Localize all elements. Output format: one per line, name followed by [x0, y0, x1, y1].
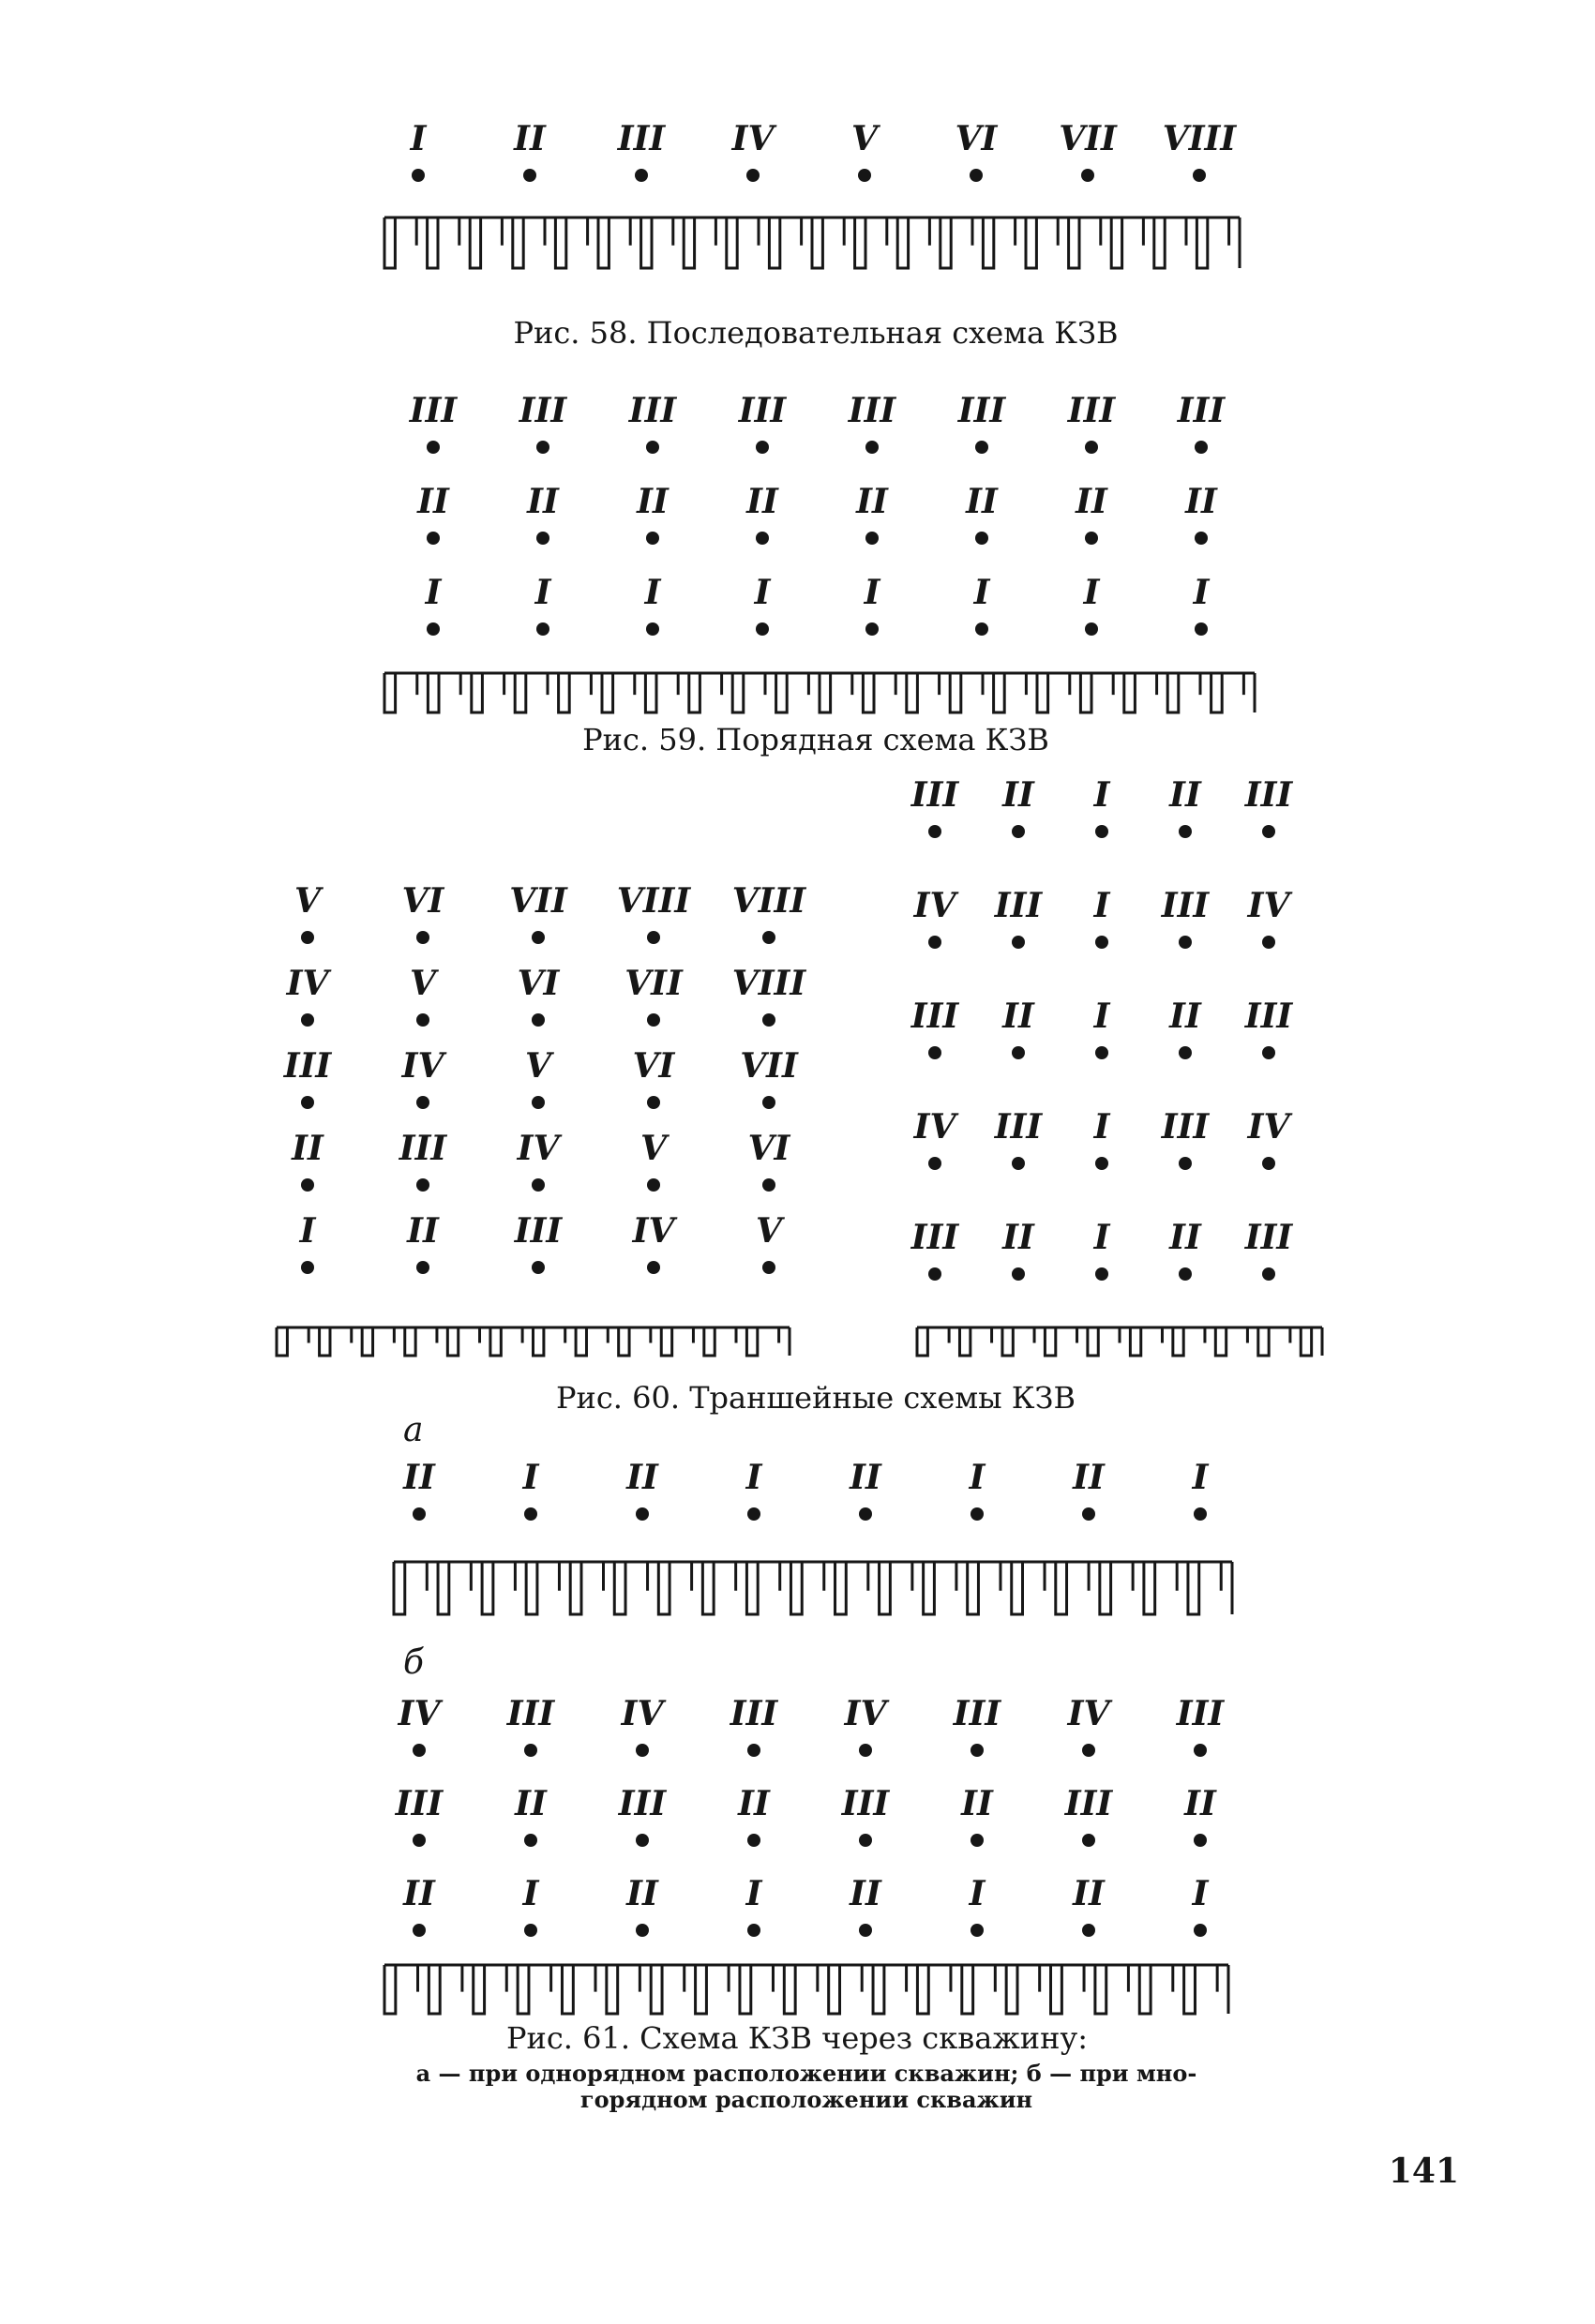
delay-group-label: II	[1185, 482, 1217, 521]
borehole-dot	[301, 1178, 314, 1192]
borehole-dot	[1179, 1267, 1192, 1281]
borehole-dot	[756, 622, 769, 636]
figure-caption: Рис. 59. Порядная схема КЗВ	[582, 722, 1049, 757]
borehole-dot	[1095, 1157, 1108, 1170]
borehole-dot	[636, 1924, 649, 1937]
delay-group-label: V	[851, 119, 878, 158]
borehole-dot	[532, 931, 545, 944]
delay-group-label: II	[626, 1458, 658, 1497]
part-label-b: б	[403, 1643, 424, 1682]
borehole-dot	[1095, 936, 1108, 949]
delay-group-label: II	[1002, 775, 1034, 815]
borehole-grid-b	[395, 1694, 1226, 1937]
delay-group-label: IV	[844, 1694, 887, 1733]
borehole-dot	[1012, 825, 1025, 838]
bench-face	[277, 1327, 790, 1356]
borehole-dot	[928, 825, 941, 838]
delay-group-label: II	[515, 1784, 547, 1823]
borehole-dot	[301, 1261, 314, 1274]
delay-group-label: VIII	[1162, 119, 1237, 158]
delay-group-label: I	[1192, 1874, 1209, 1913]
delay-group-label: I	[1093, 997, 1110, 1036]
delay-group-label: III	[283, 1046, 332, 1086]
borehole-dot	[1262, 936, 1275, 949]
delay-group-label: II	[1169, 775, 1201, 815]
figure-58	[384, 119, 1240, 351]
borehole-dot	[532, 1096, 545, 1109]
figure-60	[277, 775, 1322, 1416]
figure-legend-line-2: горядном расположении скважин	[579, 2086, 1033, 2113]
delay-group-label: VIII	[616, 881, 691, 921]
borehole-dot	[1012, 1267, 1025, 1281]
borehole-dot	[858, 169, 871, 182]
borehole-dot	[1194, 1834, 1207, 1847]
delay-group-label: IV	[731, 119, 775, 158]
delay-group-label: V	[525, 1046, 551, 1086]
delay-group-label: II	[856, 482, 888, 521]
delay-group-label: I	[522, 1458, 539, 1497]
borehole-dot	[524, 1834, 537, 1847]
borehole-dot	[413, 1507, 426, 1521]
borehole-dot	[413, 1744, 426, 1757]
borehole-dot	[301, 931, 314, 944]
borehole-dot	[756, 532, 769, 545]
figure-59	[384, 391, 1255, 757]
borehole-dot	[747, 1744, 760, 1757]
borehole-dot	[928, 1267, 941, 1281]
delay-group-label: II	[403, 1458, 435, 1497]
delay-group-label: III	[1177, 391, 1226, 430]
delay-group-label: III	[730, 1694, 778, 1733]
delay-group-label: VI	[632, 1046, 675, 1086]
delay-group-label: I	[1192, 1458, 1209, 1497]
borehole-dot	[971, 1507, 984, 1521]
borehole-grid-a	[402, 1458, 1209, 1521]
borehole-dot	[1195, 532, 1208, 545]
page-number: 141	[1388, 2152, 1459, 2191]
borehole-dot	[1085, 441, 1098, 454]
borehole-dot	[971, 1744, 984, 1757]
borehole-dot	[646, 622, 659, 636]
delay-group-label: VII	[624, 964, 683, 1003]
borehole-dot	[532, 1178, 545, 1192]
borehole-dot	[427, 532, 440, 545]
delay-group-label: II	[292, 1129, 324, 1168]
delay-group-label: I	[1093, 886, 1110, 925]
delay-group-label: I	[969, 1458, 986, 1497]
bench-face-outline	[917, 1327, 1322, 1356]
delay-group-label: IV	[401, 1046, 444, 1086]
borehole-dot	[523, 169, 536, 182]
delay-group-label: III	[1244, 1218, 1293, 1257]
borehole-dot	[1095, 825, 1108, 838]
delay-group-label: I	[754, 573, 771, 612]
borehole-dot	[1262, 1046, 1275, 1059]
delay-group-label: II	[738, 1784, 770, 1823]
borehole-dot	[646, 441, 659, 454]
borehole-dot	[762, 1261, 775, 1274]
bench-face	[917, 1327, 1322, 1356]
delay-group-label: IV	[632, 1211, 675, 1251]
delay-group-label: I	[1093, 1107, 1110, 1147]
borehole-dot	[301, 1013, 314, 1027]
figure-caption: Рис. 58. Последовательная схема КЗВ	[513, 315, 1119, 351]
borehole-dot	[413, 1834, 426, 1847]
borehole-dot	[647, 1096, 660, 1109]
delay-group-label: IV	[398, 1694, 441, 1733]
bench-face	[394, 1562, 1232, 1614]
figure-caption: Рис. 61. Схема КЗВ через скважину:	[505, 2020, 1089, 2056]
borehole-dot	[413, 1924, 426, 1937]
borehole-dot	[762, 1096, 775, 1109]
borehole-dot	[1194, 1507, 1207, 1521]
borehole-dot	[427, 441, 440, 454]
bench-face-outline	[394, 1562, 1232, 1614]
delay-group-label: II	[1073, 1874, 1105, 1913]
delay-group-label: III	[1067, 391, 1116, 430]
borehole-dot	[647, 1013, 660, 1027]
borehole-dot	[975, 532, 988, 545]
borehole-dot	[1195, 441, 1208, 454]
delay-group-label: II	[417, 482, 449, 521]
borehole-dot	[1082, 1834, 1095, 1847]
borehole-dot	[747, 1834, 760, 1847]
borehole-dot	[865, 441, 879, 454]
borehole-dot	[1095, 1046, 1108, 1059]
delay-group-label: VIII	[731, 881, 806, 921]
bench-face-outline	[384, 1965, 1228, 2014]
borehole-dot	[1194, 1924, 1207, 1937]
delay-group-label: II	[1002, 997, 1034, 1036]
bench-face-outline	[384, 673, 1255, 712]
borehole-dot	[747, 1924, 760, 1937]
delay-group-label: III	[1064, 1784, 1113, 1823]
delay-group-label: II	[746, 482, 778, 521]
delay-group-label: III	[841, 1784, 890, 1823]
borehole-dot	[975, 441, 988, 454]
trench-scheme-right	[910, 775, 1294, 1281]
delay-group-label: VIII	[731, 964, 806, 1003]
delay-group-label: II	[1169, 997, 1201, 1036]
delay-group-label: III	[1244, 997, 1293, 1036]
delay-group-label: I	[973, 573, 990, 612]
delay-group-label: III	[395, 1784, 444, 1823]
delay-group-label: VII	[509, 881, 567, 921]
delay-group-label: IV	[621, 1694, 664, 1733]
borehole-dot	[1179, 825, 1192, 838]
borehole-dot	[647, 1261, 660, 1274]
delay-group-label: II	[637, 482, 669, 521]
borehole-dot	[865, 532, 879, 545]
borehole-dot	[1194, 1744, 1207, 1757]
borehole-dot	[1085, 622, 1098, 636]
borehole-dot	[636, 1834, 649, 1847]
borehole-grid	[410, 119, 1238, 182]
borehole-dot	[762, 931, 775, 944]
borehole-dot	[412, 169, 425, 182]
borehole-dot	[524, 1744, 537, 1757]
delay-group-label: I	[1083, 573, 1100, 612]
borehole-dot	[647, 931, 660, 944]
delay-group-label: IV	[1067, 1694, 1110, 1733]
borehole-dot	[859, 1834, 872, 1847]
delay-group-label: IV	[913, 1107, 956, 1147]
borehole-dot	[859, 1924, 872, 1937]
delay-group-label: I	[969, 1874, 986, 1913]
delay-group-label: III	[848, 391, 896, 430]
trench-scheme-left	[283, 881, 807, 1274]
borehole-dot	[1095, 1267, 1108, 1281]
borehole-dot	[1179, 1157, 1192, 1170]
delay-group-label: III	[1161, 1107, 1210, 1147]
delay-group-label: III	[910, 775, 959, 815]
borehole-dot	[524, 1507, 537, 1521]
delay-group-label: V	[410, 964, 436, 1003]
borehole-dot	[532, 1261, 545, 1274]
delay-group-label: III	[910, 997, 959, 1036]
delay-group-label: I	[522, 1874, 539, 1913]
delay-group-label: II	[961, 1784, 993, 1823]
delay-group-label: III	[1244, 775, 1293, 815]
bench-face	[384, 217, 1240, 268]
borehole-dot	[1081, 169, 1094, 182]
delay-group-label: II	[626, 1874, 658, 1913]
delay-group-label: III	[910, 1218, 959, 1257]
delay-group-label: III	[957, 391, 1006, 430]
borehole-dot	[536, 622, 549, 636]
borehole-dot	[1082, 1507, 1095, 1521]
borehole-dot	[928, 1046, 941, 1059]
delay-group-label: VI	[955, 119, 998, 158]
borehole-dot	[928, 1157, 941, 1170]
delay-group-label: IV	[1247, 886, 1290, 925]
bench-face-outline	[277, 1327, 790, 1356]
borehole-dot	[762, 1178, 775, 1192]
borehole-dot	[416, 931, 429, 944]
borehole-dot	[1085, 532, 1098, 545]
delay-group-label: IV	[1247, 1107, 1290, 1147]
borehole-dot	[635, 169, 648, 182]
delay-group-label: III	[617, 119, 666, 158]
delay-group-label: II	[850, 1874, 881, 1913]
delay-group-label: I	[1093, 775, 1110, 815]
borehole-dot	[1082, 1744, 1095, 1757]
delay-group-label: I	[299, 1211, 316, 1251]
delay-group-label: VI	[517, 964, 560, 1003]
delay-group-label: II	[403, 1874, 435, 1913]
delay-group-label: III	[1176, 1694, 1225, 1733]
part-label-a: а	[403, 1411, 424, 1449]
delay-group-label: IV	[517, 1129, 560, 1168]
borehole-dot	[1262, 1157, 1275, 1170]
delay-group-label: I	[745, 1874, 762, 1913]
delay-group-label: II	[1076, 482, 1107, 521]
figure-61	[384, 1411, 1232, 2113]
borehole-dot	[859, 1507, 872, 1521]
delay-group-label: I	[864, 573, 880, 612]
delay-group-label: II	[1184, 1784, 1216, 1823]
borehole-dot	[762, 1013, 775, 1027]
borehole-dot	[747, 1507, 760, 1521]
delay-group-label: VI	[401, 881, 444, 921]
delay-group-label: II	[514, 119, 546, 158]
delay-group-label: III	[618, 1784, 667, 1823]
borehole-dot	[970, 169, 983, 182]
borehole-dot	[416, 1178, 429, 1192]
delay-group-label: IV	[913, 886, 956, 925]
figure-legend-line-1: а — при однорядном расположении скважин; б — при мно-	[415, 2060, 1197, 2087]
borehole-dot	[859, 1744, 872, 1757]
delay-group-label: V	[640, 1129, 667, 1168]
delay-group-label: II	[1073, 1458, 1105, 1497]
delay-group-label: III	[1161, 886, 1210, 925]
borehole-dot	[1193, 169, 1206, 182]
delay-group-label: V	[294, 881, 321, 921]
borehole-dot	[971, 1924, 984, 1937]
borehole-dot	[1082, 1924, 1095, 1937]
borehole-dot	[636, 1507, 649, 1521]
delay-group-label: III	[519, 391, 567, 430]
figure-caption: Рис. 60. Траншейные схемы КЗВ	[556, 1380, 1076, 1416]
borehole-dot	[1012, 1157, 1025, 1170]
delay-group-label: I	[644, 573, 661, 612]
borehole-dot	[746, 169, 760, 182]
delay-group-label: V	[756, 1211, 782, 1251]
delay-group-label: I	[410, 119, 427, 158]
borehole-dot	[301, 1096, 314, 1109]
delay-group-label: VI	[747, 1129, 790, 1168]
delay-group-label: III	[953, 1694, 1001, 1733]
borehole-dot	[756, 441, 769, 454]
delay-group-label: III	[994, 1107, 1043, 1147]
delay-group-label: I	[534, 573, 551, 612]
borehole-dot	[416, 1096, 429, 1109]
borehole-dot	[1012, 936, 1025, 949]
borehole-dot	[1179, 1046, 1192, 1059]
borehole-dot	[1262, 825, 1275, 838]
delay-group-label: II	[966, 482, 998, 521]
delay-group-label: III	[409, 391, 458, 430]
delay-group-label: II	[1002, 1218, 1034, 1257]
borehole-dot	[1012, 1046, 1025, 1059]
delay-group-label: I	[1093, 1218, 1110, 1257]
bench-face	[384, 673, 1255, 712]
delay-group-label: II	[407, 1211, 439, 1251]
delay-group-label: III	[506, 1694, 555, 1733]
bench-face	[384, 1965, 1228, 2014]
borehole-dot	[928, 936, 941, 949]
delay-group-label: I	[1193, 573, 1210, 612]
delay-group-label: IV	[286, 964, 329, 1003]
delay-group-label: II	[850, 1458, 881, 1497]
delay-group-label: II	[1169, 1218, 1201, 1257]
delay-group-label: III	[994, 886, 1043, 925]
borehole-dot	[646, 532, 659, 545]
delay-group-label: VII	[1059, 119, 1117, 158]
delay-group-label: III	[514, 1211, 563, 1251]
borehole-dot	[416, 1013, 429, 1027]
delay-group-label: III	[399, 1129, 447, 1168]
borehole-dot	[975, 622, 988, 636]
bench-face-outline	[384, 217, 1240, 268]
borehole-dot	[1179, 936, 1192, 949]
delay-group-label: III	[628, 391, 677, 430]
borehole-grid	[409, 391, 1226, 636]
borehole-dot	[1262, 1267, 1275, 1281]
borehole-dot	[536, 441, 549, 454]
borehole-dot	[532, 1013, 545, 1027]
borehole-dot	[647, 1178, 660, 1192]
borehole-dot	[865, 622, 879, 636]
delay-group-label: VII	[740, 1046, 798, 1086]
borehole-dot	[636, 1744, 649, 1757]
borehole-dot	[416, 1261, 429, 1274]
borehole-dot	[971, 1834, 984, 1847]
delay-group-label: I	[745, 1458, 762, 1497]
delay-group-label: I	[425, 573, 442, 612]
delay-group-label: II	[527, 482, 559, 521]
borehole-dot	[536, 532, 549, 545]
delay-group-label: III	[738, 391, 787, 430]
borehole-dot	[1195, 622, 1208, 636]
borehole-dot	[427, 622, 440, 636]
borehole-dot	[524, 1924, 537, 1937]
